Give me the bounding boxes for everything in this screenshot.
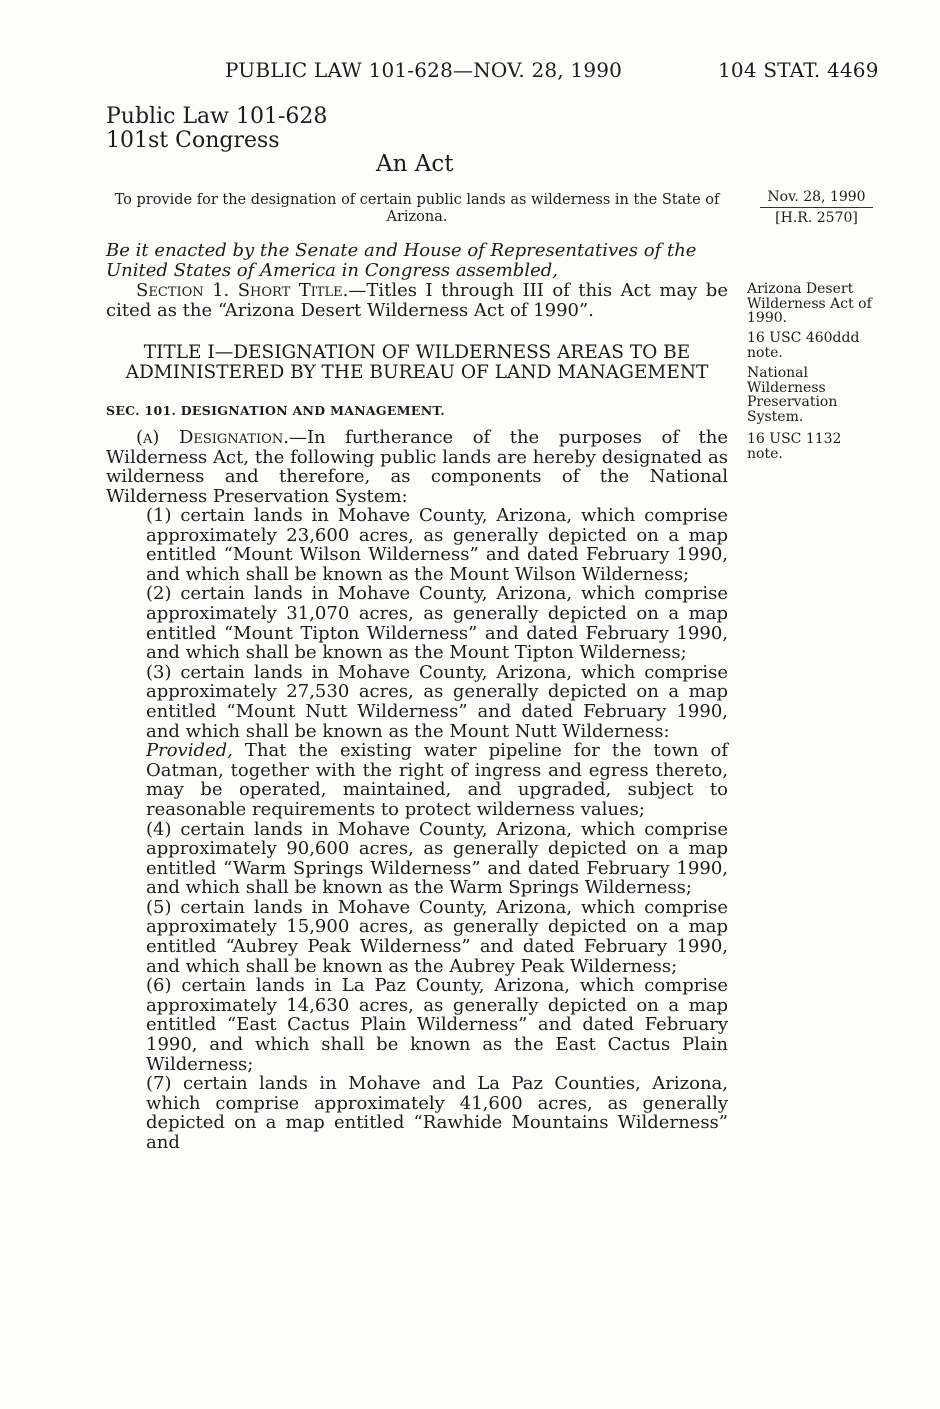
proviso-text: That the existing water pipeline for the town of Oatman, together with the right of ingress and egress thereto, may be operated, maintained, and upgraded, subject to reasonable requirements to protect wilderness values;: [146, 740, 728, 820]
section-1-heading: Short Title.: [237, 280, 349, 301]
act-purpose: To provide for the designation of certain public lands as wilderness in the State of Arizona.: [114, 192, 720, 225]
title-1-heading-line-2: ADMINISTERED BY THE BUREAU OF LAND MANAGEMENT: [125, 362, 709, 383]
proviso: [106, 741, 728, 819]
section-1-label: Section 1.: [136, 280, 230, 301]
section-1-text: —Titles I through III of this Act may be cited as the “Arizona Desert Wilderness Act of 1990”.: [106, 280, 728, 321]
margin-note-nwps: National Wilderness Preservation System.: [747, 365, 838, 425]
margin-note-short-title: Arizona Desert Wilderness Act of 1990.: [747, 281, 872, 327]
list-item: (3) certain lands in Mohave County, Arizona, which comprise approximately 27,530 acres, as generally depicted on a map entitled “Mount Nutt Wilderness” and dated February 1990, and which shall be known as the Mount Nutt Wilderness:: [146, 661, 728, 742]
title-1-heading-line-1: TITLE I—DESIGNATION OF WILDERNESS AREAS TO BE: [143, 342, 691, 363]
running-header-stat: 104 STAT. 4469: [718, 58, 879, 82]
list-item: (5) certain lands in Mohave County, Arizona, which comprise approximately 15,900 acres, as generally depicted on a map entitled “Aubrey Peak Wilderness” and dated February 1990, and which shall be known as the Aubrey Peak Wilderness;: [146, 896, 728, 977]
list-item: (4) certain lands in Mohave County, Arizona, which comprise approximately 90,600 acres, as generally depicted on a map entitled “Warm Springs Wilderness” and dated February 1990, and which shall be known as the Warm Springs Wilderness;: [146, 818, 728, 899]
section-101-heading: SEC. 101. DESIGNATION AND MANAGEMENT.: [106, 403, 446, 418]
act-title: An Act: [376, 151, 454, 177]
enacting-clause: Be it enacted by the Senate and House of Representatives of the United States of America in Congress assembled,: [106, 240, 697, 281]
running-header-law-date: PUBLIC LAW 101-628—NOV. 28, 1990: [225, 58, 623, 82]
congress-number: 101st Congress: [106, 128, 280, 153]
margin-note-usc-460ddd: 16 USC 460ddd note.: [747, 330, 860, 361]
proviso-label: Provided,: [146, 740, 233, 762]
subsection-a-label: (a) Designation.: [136, 427, 289, 448]
margin-date: Nov. 28, 1990: [767, 189, 866, 205]
margin-note-usc-1132: 16 USC 1132 note.: [747, 431, 842, 462]
designation-list: [146, 506, 728, 1153]
subsection-a-designation: [106, 428, 728, 506]
list-item: (2) certain lands in Mohave County, Arizona, which comprise approximately 31,070 acres, as generally depicted on a map entitled “Mount Tipton Wilderness” and dated February 1990, and which shall be known as the Mount Tipton Wilderness;: [146, 583, 728, 664]
margin-rule: [760, 207, 873, 208]
list-item: (1) certain lands in Mohave County, Arizona, which comprise approximately 23,600 acres, as generally depicted on a map entitled “Mount Wilson Wilderness” and dated February 1990, and which shall be known as the Mount Wilson Wilderness;: [146, 505, 728, 585]
section-1-short-title: [106, 281, 728, 320]
subsection-a-text: —In furtherance of the purposes of the Wilderness Act, the following public lands are hereby designated as wilderness and therefore, as components of the National Wilderness Preservation System:: [106, 427, 728, 507]
list-item: (7) certain lands in Mohave and La Paz Counties, Arizona, which comprise approximately 41,600 acres, as generally depicted on a map entitled “Rawhide Mountains Wilderness” and: [146, 1073, 728, 1153]
list-item: (6) certain lands in La Paz County, Arizona, which comprise approximately 14,630 acres, as generally depicted on a map entitled “East Cactus Plain Wilderness” and dated February 1990, and which shall be known as the East Cactus Plain Wilderness;: [146, 975, 728, 1075]
public-law-number: Public Law 101-628: [106, 104, 328, 129]
margin-bill-number: [H.R. 2570]: [775, 210, 858, 226]
